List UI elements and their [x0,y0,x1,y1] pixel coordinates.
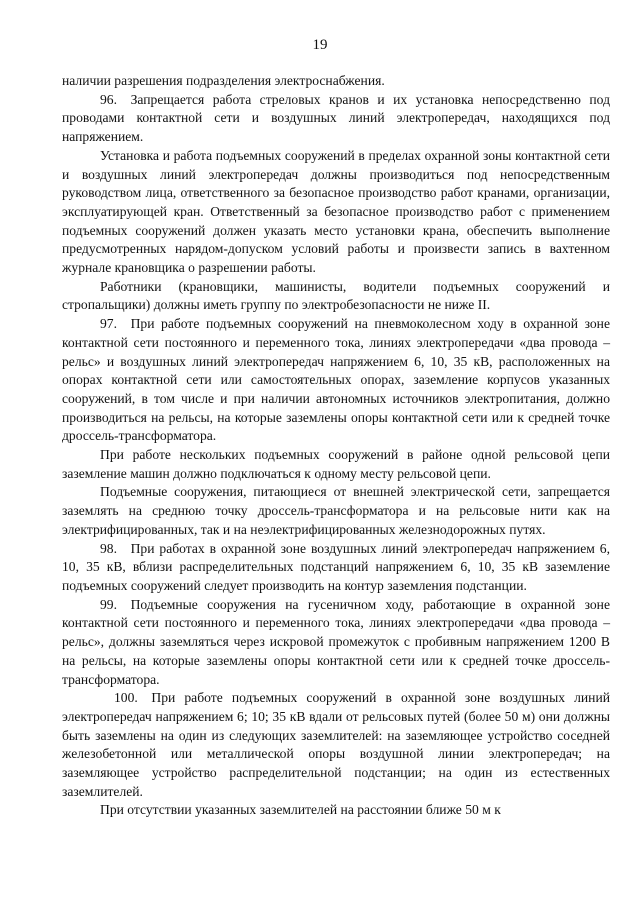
paragraph-item-100: 100. При работе подъемных сооружений в охранной зоне воздушных линий электропередач напряжением 6; 10; 35 кВ вдали от рельсовых путей (более 50 м) они должны быть заземлены на один из следующих заземлителей: на заземляющее устройство соседней железобетонной или металлической опоры воздушной линии электропередач; на заземляющее устройство распределительной подстанции; на один из естественных заземлителей. [62,690,610,799]
paragraph-external-power: Подъемные сооружения, питающиеся от внешней электрической сети, запрещается заземлять на среднюю точку дроссель-трансформатора и на рельсовые нити как на электрифицированных, так и на неэлектрифицированных железнодорожных путях. [62,484,610,537]
paragraph-absence-of-grounding: При отсутствии указанных заземлителей на расстоянии ближе 50 м к [100,802,501,818]
document-body [62,72,610,820]
paragraph-continuation: наличии разрешения подразделения электроснабжения. [62,73,385,88]
paragraph-crane-installation: Установка и работа подъемных сооружений в пределах охранной зоны контактной сети и воздушных линий электропередач должны производиться под непосредственным руководством лица, ответственного за безопасное производство работ кранами, организации, эксплуатирующей кран. Ответственный за безопасное производство работ с применением подъемных сооружений должен указать место установки крана, обеспечить выполнение предусмотренных нарядом-допуском условий работы и произвести запись в вахтенном журнале крановщика о разрешении работы. [62,147,610,276]
paragraph-workers-group: Работники (крановщики, машинисты, водители подъемных сооружений и стропальщики) должны иметь группу по электробезопасности не ниже II. [62,278,610,313]
page-number: 19 [312,37,328,53]
paragraph-item-97: 97. При работе подъемных сооружений на пневмоколесном ходу в охранной зоне контактной сети постоянного и переменного тока, линиях электропередачи «два провода – рельс» и воздушных линий электропередач напряжением 6, 10, 35 кВ, расположенных на опорах контактной сети или самостоятельных опорах, заземление корпусов указанных сооружений, в том числе и при наличии автономных источников электропитания, должно производиться на рельсы, на которые заземлены опоры контактной сети или к средней точке дроссель-трансформатора. [62,316,610,444]
paragraph-item-99: 99. Подъемные сооружения на гусеничном ходу, работающие в охранной зоне контактной сети постоянного и переменного тока, линиях электропередачи «два провода – рельс», должны заземляться через искровой промежуток с пробивным напряжением 1200 В на рельсы, на которые заземлены опоры контактной сети или к средней точке дроссель-трансформатора. [62,596,610,687]
paragraph-item-98: 98. При работах в охранной зоне воздушных линий электропередач напряжением 6, 10, 35 кВ, вблизи распределительных подстанций напряжением 6, 10, 35 кВ заземление подъемных сооружений следует производить на контур заземления подстанции. [62,540,610,593]
paragraph-item-96: 96. Запрещается работа стреловых кранов и их установка непосредственно под проводами контактной сети и воздушных линий электропередач, находящихся под напряжением. [62,91,610,145]
paragraph-several-cranes: При работе нескольких подъемных сооружений в районе одной рельсовой цепи заземление машин должно подключаться к одному месту рельсовой цепи. [62,447,610,481]
